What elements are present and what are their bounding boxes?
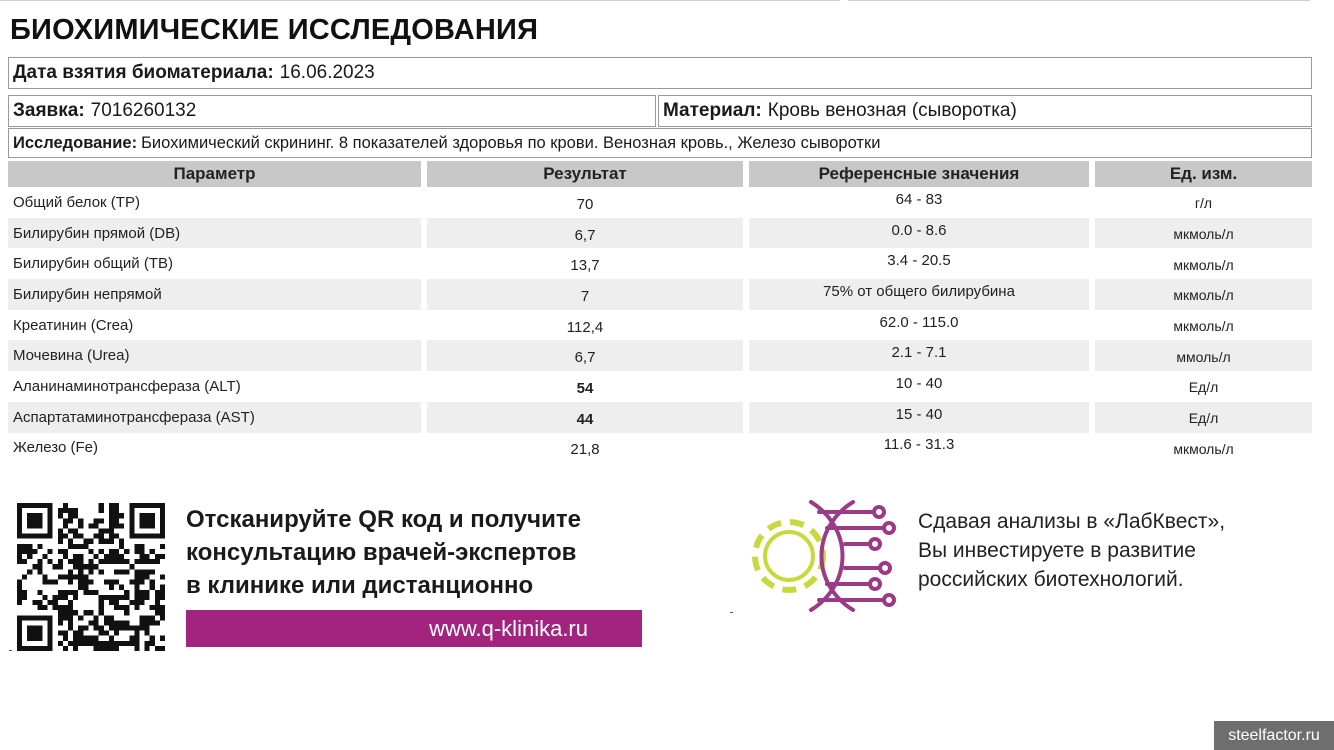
- result-cell: 21,8: [570, 441, 600, 459]
- unit-cell: мкмоль/л: [1173, 440, 1234, 457]
- param-cell: Билирубин непрямой: [8, 279, 421, 310]
- sample-date-box: [8, 57, 1312, 89]
- table-row: [8, 310, 1312, 341]
- invest-line: Сдавая анализы в «ЛабКвест»,: [918, 510, 1226, 533]
- invest-line: Вы инвестируете в развитие: [918, 539, 1196, 562]
- table-row: [8, 248, 1312, 279]
- invest-text: [918, 507, 1225, 594]
- reference-cell: 0.0 - 8.6: [749, 218, 1089, 249]
- param-cell: Аланинаминотрансфераза (ALT): [13, 377, 241, 395]
- reference-cell: 64 - 83: [895, 190, 943, 208]
- unit-cell: ммоль/л: [1095, 340, 1312, 371]
- table-row: [8, 371, 1312, 402]
- reference-cell: 75% от общего билирубина: [749, 279, 1089, 310]
- reference-cell: 11.6 - 31.3: [883, 436, 955, 454]
- unit-cell: Ед/л: [1095, 402, 1312, 433]
- param-cell: Билирубин общий (TB): [13, 255, 173, 273]
- unit-cell: мкмоль/л: [1173, 318, 1234, 335]
- param-cell: Железо (Fe): [13, 439, 98, 457]
- table-row: [8, 218, 1312, 249]
- order-box: [8, 95, 656, 127]
- sample-date-value: 16.06.2023: [279, 62, 375, 83]
- table-row: [8, 433, 1312, 464]
- reference-cell: 2.1 - 7.1: [749, 340, 1089, 371]
- reference-cell: 3.4 - 20.5: [887, 252, 951, 270]
- param-cell: Креатинин (Crea): [13, 316, 134, 334]
- header-reference: Референсные значения: [749, 161, 1089, 187]
- promo-line: Отсканируйте QR код и получите: [186, 506, 581, 533]
- sample-date-label: Дата взятия биоматериала:: [13, 62, 274, 83]
- page-title: БИОХИМИЧЕСКИЕ ИССЛЕДОВАНИЯ: [10, 14, 539, 46]
- promo-line: в клинике или дистанционно: [186, 572, 534, 599]
- result-cell: 70: [576, 195, 594, 213]
- stray-mark: [730, 612, 733, 613]
- result-cell: 13,7: [570, 257, 600, 275]
- order-label: Заявка:: [13, 100, 85, 121]
- top-rule-left: [0, 0, 840, 1]
- top-rule-right: [848, 0, 1310, 1]
- reference-cell: 62.0 - 115.0: [879, 313, 959, 331]
- result-cell-elevated: 54: [576, 379, 594, 397]
- table-row: [8, 279, 1312, 310]
- result-cell: 112,4: [566, 318, 604, 336]
- param-cell: Билирубин прямой (DB): [8, 218, 421, 249]
- header-unit: Ед. изм.: [1095, 161, 1312, 187]
- material-label: Материал:: [663, 100, 762, 121]
- table-header: [8, 161, 1312, 187]
- reference-cell: 10 - 40: [895, 374, 943, 392]
- study-box: [8, 128, 1312, 158]
- labquest-logo: [733, 498, 901, 614]
- gear-icon: [755, 522, 823, 590]
- result-cell: 7: [427, 279, 743, 310]
- stray-mark: [9, 650, 12, 651]
- unit-cell: Ед/л: [1188, 379, 1219, 396]
- param-cell: Общий белок (TP): [13, 193, 140, 211]
- result-cell: 6,7: [427, 340, 743, 371]
- qr-code-icon[interactable]: [17, 503, 165, 651]
- order-value: 7016260132: [90, 100, 197, 121]
- results-table: [8, 161, 1312, 463]
- clinic-url-link[interactable]: www.q-klinika.ru: [186, 610, 642, 647]
- material-box: [658, 95, 1312, 127]
- result-cell: 6,7: [427, 218, 743, 249]
- dna-helix-icon: [811, 502, 894, 610]
- table-row: [8, 187, 1312, 218]
- watermark: steelfactor.ru: [1214, 721, 1334, 750]
- reference-cell: 15 - 40: [749, 402, 1089, 433]
- header-result: Результат: [427, 161, 743, 187]
- study-value: Биохимический скрининг. 8 показателей здоровья по крови. Венозная кровь., Железо сыворотки: [141, 133, 881, 152]
- unit-cell: г/л: [1194, 195, 1213, 212]
- study-label: Исследование:: [13, 133, 138, 152]
- unit-cell: мкмоль/л: [1095, 218, 1312, 249]
- result-cell-elevated: 44: [427, 402, 743, 433]
- invest-line: российских биотехнологий.: [918, 568, 1184, 591]
- param-cell: Мочевина (Urea): [8, 340, 421, 371]
- unit-cell: мкмоль/л: [1173, 256, 1234, 273]
- table-row: [8, 402, 1312, 433]
- material-value: Кровь венозная (сыворотка): [767, 100, 1017, 121]
- promo-line: консультацию врачей-экспертов: [186, 539, 577, 566]
- param-cell: Аспартатаминотрансфераза (AST): [8, 402, 421, 433]
- table-row: [8, 340, 1312, 371]
- header-param: Параметр: [8, 161, 421, 187]
- promo-text: [186, 503, 581, 602]
- unit-cell: мкмоль/л: [1095, 279, 1312, 310]
